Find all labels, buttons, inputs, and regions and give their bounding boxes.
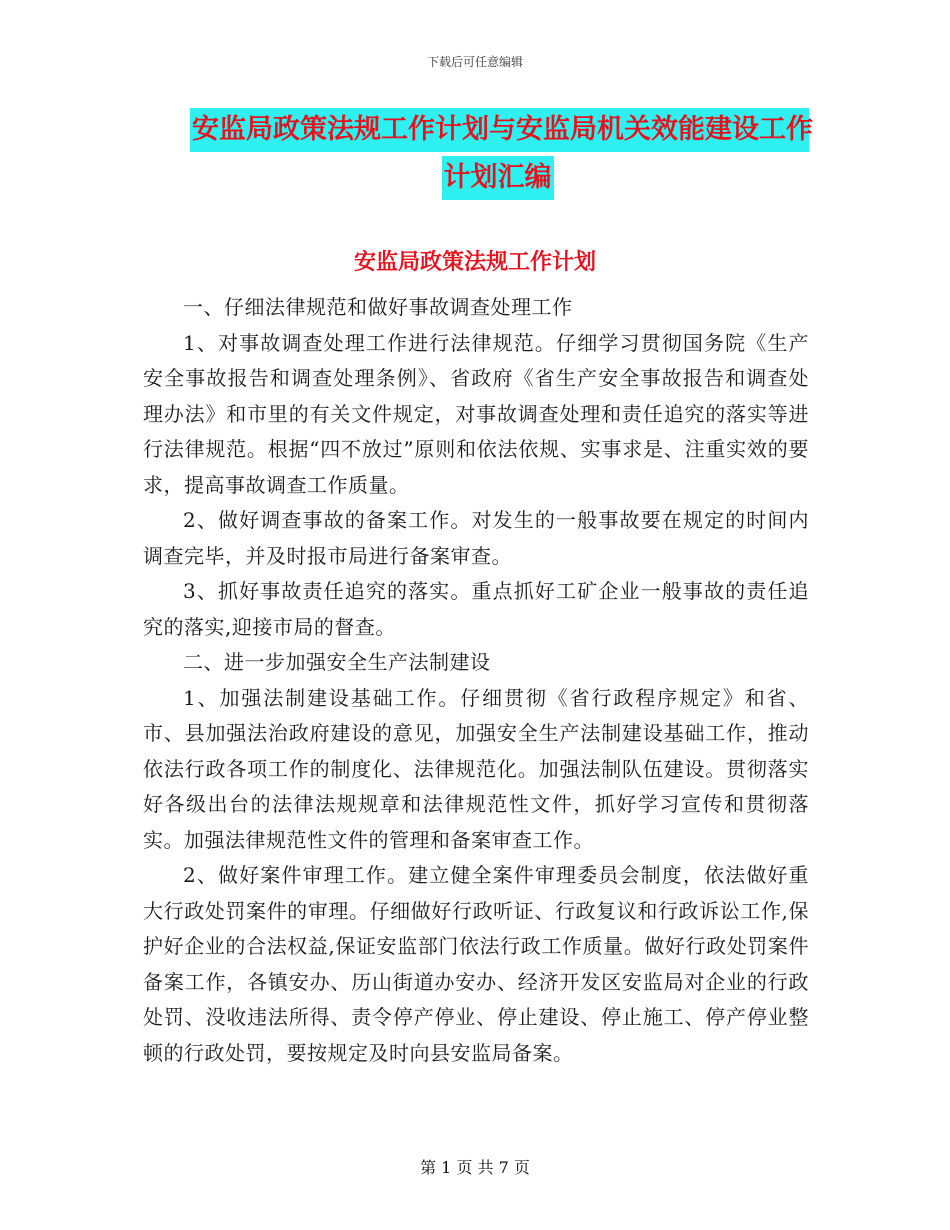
- document-title: [190, 108, 813, 200]
- paragraph: 3、抓好事故责任追究的落实。重点抓好工矿企业一般事故的责任追究的落实,迎接市局的督查。: [143, 579, 809, 639]
- header-note: 下载后可任意编辑: [426, 55, 523, 69]
- paragraph: 2、做好调查事故的备案工作。对发生的一般事故要在规定的时间内调查完毕，并及时报市局进行备案审查。: [143, 508, 809, 568]
- paragraph: 二、进一步加强安全生产法制建设: [183, 650, 491, 674]
- paragraph: 2、做好案件审理工作。建立健全案件审理委员会制度，依法做好重大行政处罚案件的审理。仔细做好行政听证、行政复议和行政诉讼工作,保护好企业的合法权益,保证安监部门依法行政工作质量。做好行政处罚案件备案工作，各镇安办、历山街道办安办、经济开发区安监局对企业的行政处罚、没收违法所得、责令停产停业、停止建设、停止施工、停产停业整顿的行政处罚，要按规定及时向县安监局备案。: [143, 863, 809, 1065]
- paragraph: 一、仔细法律规范和做好事故调查处理工作: [183, 295, 573, 319]
- paragraph: 1、加强法制建设基础工作。仔细贯彻《省行政程序规定》和省、市、县加强法治政府建设的意见，加强安全生产法制建设基础工作，推动依法行政各项工作的制度化、法律规范化。加强法制队伍建设。贯彻落实好各级出台的法律法规规章和法律规范性文件，抓好学习宣传和贯彻落实。加强法律规范性文件的管理和备案审查工作。: [143, 685, 809, 852]
- title-line-2: 计划汇编: [442, 156, 554, 200]
- document-body: [143, 290, 809, 1071]
- title-line-1: 安监局政策法规工作计划与安监局机关效能建设工作: [190, 108, 809, 152]
- page-number: 第 1 页 共 7 页: [420, 1158, 530, 1177]
- section-heading: 安监局政策法规工作计划: [353, 250, 596, 275]
- paragraph: 1、对事故调查处理工作进行法律规范。仔细学习贯彻国务院《生产安全事故报告和调查处理条例》、省政府《省生产安全事故报告和调查处理办法》和市里的有关文件规定，对事故调查处理和责任追究的落实等进行法律规范。根据“四不放过”原则和依法依规、实事求是、注重实效的要求，提高事故调查工作质量。: [143, 330, 809, 497]
